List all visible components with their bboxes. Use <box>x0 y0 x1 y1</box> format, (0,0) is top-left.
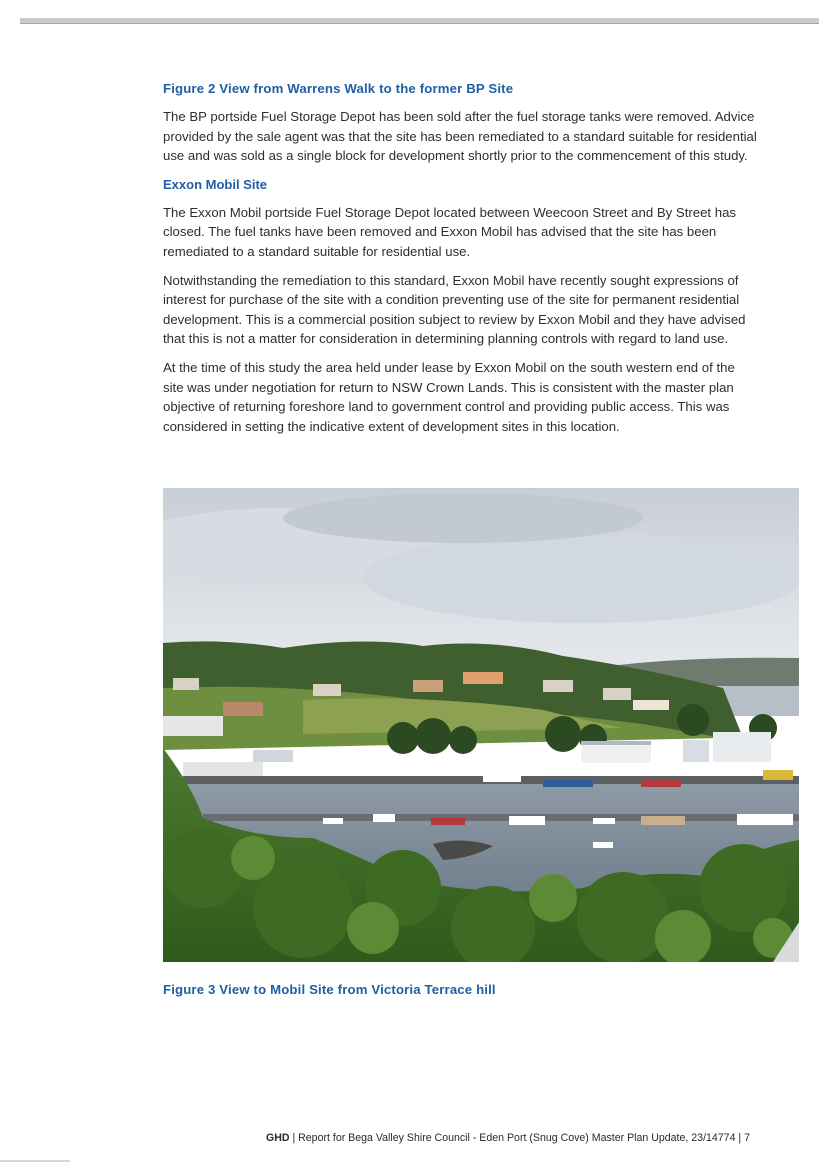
bp-site-paragraph: The BP portside Fuel Storage Depot has been sold after the fuel storage tanks were removed. Advice provided by the sale agent was that the site has been remediated to a standard suitable for residential use and was sold as a single block for development shortly prior to the commencement of this study. <box>163 109 757 164</box>
page-footer <box>266 1131 750 1145</box>
harbour-photo <box>163 488 799 962</box>
exxon-paragraph-2: Notwithstanding the remediation to this standard, Exxon Mobil have recently sought expressions of interest for purchase of the site with a condition preventing use of the site for permanent residential development. This is a commercial position subject to review by Exxon Mobil and they have advised that this is not a matter for consideration in determining planning controls with regard to land use. <box>163 272 746 347</box>
exxon-paragraph-3: At the time of this study the area held under lease by Exxon Mobil on the south western end of the site was under negotiation for return to NSW Crown Lands. This is consistent with the master plan objective of returning foreshore land to government control and providing public access. This was considered in setting the indicative extent of development sites in this location. <box>163 359 735 434</box>
footer-text: | Report for Bega Valley Shire Council - Eden Port (Snug Cove) Master Plan Update, 23/14774 | 7 <box>289 1132 750 1144</box>
figure-3-caption: Figure 3 View to Mobil Site from Victoria Terrace hill <box>163 982 496 998</box>
exxon-paragraph-1: The Exxon Mobil portside Fuel Storage Depot located between Weecoon Street and By Street has closed. The fuel tanks have been removed and Exxon Mobil has advised that the site has been remediated to a standard suitable for residential use. <box>163 204 737 259</box>
scan-edge-mark <box>0 1160 70 1162</box>
exxon-mobil-heading: Exxon Mobil Site <box>163 176 268 192</box>
figure-2-caption: Figure 2 View from Warrens Walk to the former BP Site <box>163 81 514 96</box>
document-body <box>163 80 758 445</box>
header-rule <box>20 18 819 24</box>
footer-org: GHD <box>265 1132 290 1144</box>
